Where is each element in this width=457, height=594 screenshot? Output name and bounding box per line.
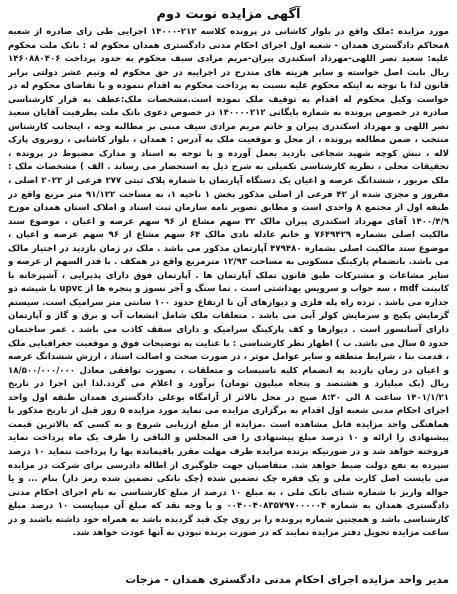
- notice-title: آگهی مزایده نوبت دوم: [156, 7, 301, 22]
- notice-footer: مدیر واحد مزایده اجرای احکام مدنی دادگستری همدان - مزجات: [125, 574, 449, 586]
- notice-body: مورد مزایده :ملک واقع در بلوار کاشانی در پرونده کلاسه ۲۱۲-۱۴۰۰۰ اجرایی طی رای صادره از شعبه ۸محاکم دادگستری همدان - شعبه اول اجرای احکام مدنی دادگستری همدان محکوم له : بانک ملت محکوم علیه: سعید نصر اللهی-مهرداد اسکندری پیران-مریم مرادی سیف محکوم به حدود پرداخت ۱۴۶۰۸۸۰۴۰۶ ریال بابت اصل خواسته و سایر هزینه های مندرج در اجراییه در حق محکوم له ونیم عشر دولتی برابر قانون لذا با توجه به اینکه محکوم علیه نسبت به پرداخت محکوم به اقدام ننموده و با تقاضای محکوم له در خواست وکیل محکوم له اقدام به توقیف ملک نموده است.مشخصات ملک:عطف به قرار کارشناسی صادره در خصوص پرونده به شماره بایگانی ۱۴۰۰۰۰۲۱۲ در خصوص دعوی بانک ملت بطرفیت آقایان سعید نصر اللهی و مهرداد اسکندری پیران و خانم مریم مرادی سیف مبنی بر مطالبه وجه ، اینجانب کارشناس منتخب ، ضمن مطالعه پرونده ، از محل و موقعیت ملک به آدرس : همدان ، بلوار کاشانی ، روبروی پارک لاله ، نبش کوچه شهید شجاعی بازدید بعمل آورده و با توجه به اسناد و مدارک مضبوط در پرونده ، تحقیقات محلی ، نظریه کارشناسی تکمیلی به شرح ذیل به استحضار می رساند . الف ) مشخصات ملک : ملک مزبور ، ششدانگ عرصه و اعیان یک دستگاه آپارتمان با شماره پلاک ثبتی ۲۷۷ فرعی از ۲۰۲۲ اصلی ، مفروز و مجزی شده از ۴۲ فرعی از اصلی مذکور بخش ۱ ناحیه ۱، به مساحت ۹۱/۱۲۲ متر مربع واقع در طبقه اول از مجتمع ۸ واحدی است و مطابق تصویر نامه سازمان ثبت اسناد و املاک استان همدان مورخ ۱۴۰۰/۴/۹ آقای مهرداد اسکندری پیران مالک ۳۲ سهم مشاع از ۹۶ سهم عرصه و اعیان ، موضوع سند مالکیت اصلی بشماره ۷۶۴۹۴۲۹ و خانم عادله نادی مالک ۶۴ سهم مشاع از ۹۶ سهم عرصه و اعیان ، موضوع سند مالکیت اصلی بشماره ۴۷۹۴۸۰ آپارتمان مذکور می باشد . ملک در زمان بازدید در اختیار مالک می باشد. بانضمام پارکینگ مسکونی به مساحت ۱۲/۹۳ مترمربع واقع در همکف . با قدر السهم از عرصه و سایر مشاعات و مشترکات طبق قانون تملک آپارتمان ها . آپارتمان فوق دارای پذیرایی ، آشپزخانه با کابینت mdf ، سه خواب و سرویس بهداشتی است . نما سنگ و آجر نسوز و پنجره ها از upvc با شیشه دو جداره می باشد . نرده راه پله فلزی و دیوارهای آن تا ارتفاع حدود ۱۰۰ سانتی متر سرامیک است. سیستم گرمایش پکیج و سرمایش کولر آبی می باشد . متعلقات ملک شامل انشعاب آب و برق و گاز و آپارتمان دارای آسانسور است . دیوارها و کف پارکینگ سرامیک و دارای سقف کاذب می باشد . عمر ساختمان حدود ۵ سال می باشد. ب ) اظهار نظر کارشناسی : با عنایت به توضیحات فوق و موقعیت جغرافیایی ملک ، قدمت بنا ، شرایط منطقه و سایر عوامل موثر ، در صورت صحت و اصالت اسناد ، ارزش ششدانگ عرصه و اعیان در زمان بازدید به انضمام کلیه تاسیسات و متعلقات ، بصورت توافقی معادل ۱۸/۵۰۰/۰۰۰/۰۰۰ ریال (یک میلیارد و هشتصد و پنجاه میلیون تومان) برآورد و اعلام می گردد.لذا این اجرا در تاریخ ۱۴۰۱/۱/۲۱ ساعت ۸ الی ۸:۳۰ صبح در محل بالاتر از آرامگاه بوعلی دادگستری همدان طبقه اول واحد اجرای احکام مدنی شعبه اول اقدام به برگزاری مزایده می نماید مورد مزایده ۵ روز قبل از تاریخ مذکور با هماهنگی واحد مزایده قابل مشاهده است .مزایده از مبلغ ارزیابی شروع و به کسی که بالاترین قیمت پیشنهادی را ارائه و ۱۰ درصد مبلغ پیشنهادی را فی المجلس و الباقی را ظرف یک ماه پرداخت نماید فروخته خواهد شد و در صورتیکه برنده مزایده ظرف مهلت مقرر باقیمانده بها را پرداخت ننماید ۱۰ درصد سپرده به نفع دولت ضبط خواهد شد. متقاضیان جهت جلوگیری از اطاله دادرسی برای شرکت در مزایده می بایست اصل کارت ملی و یک فقره چک تضمین شده (چک بانکی تضمین شده رمز دار) بنام ... و یا حواله واریز با شماره شبای بانک ملی ، به مبلغ ۱۰ درصد از مبلغ کارشناسی به نام اجرای احکام مدنی دادگستری همدان به شماره ۰۰۴۰۰۴۰۸۳۵۷۹۷۰۰۰۰۰۴ و یا وجه نقد که مبلغ آن میبایست ۱۰ درصد مبلغ کارشناسی باشد و همچنین شماره پرونده را بر روی چک قید گردیده باشد به همراه خود داشته باشند و در ساعت مزایده تحویل دفتر مزایده نمایند که در صورت برنده نبودن به آنها عودت خواهد شد.: [8, 27, 449, 539]
